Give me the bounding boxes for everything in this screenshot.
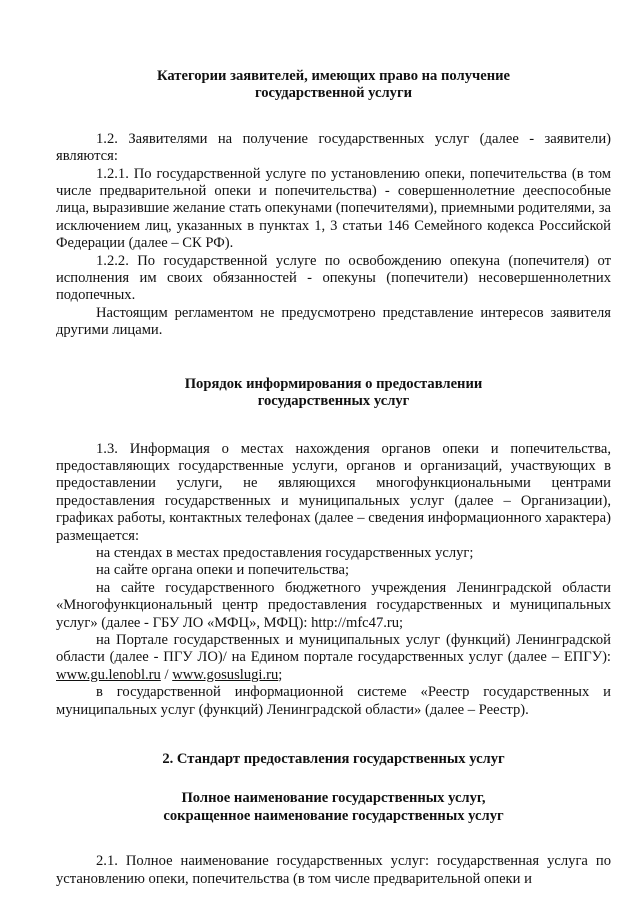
heading-line: государственных услуг <box>257 393 410 410</box>
paragraph-2-1: 2.1. Полное наименование государственных услуг: государственная услуга по установлению опеки, попечительства (в том числе предварительной опеки и <box>56 853 611 887</box>
heading-applicant-categories <box>56 68 611 103</box>
heading-line: Полное наименование государственных услуг, <box>181 790 486 807</box>
link-gosuslugi[interactable]: www.gosuslugi.ru <box>172 666 279 683</box>
list-item-stands: на стендах в местах предоставления государственных услуг; <box>96 544 474 561</box>
paragraph-representation-note: Настоящим регламентом не предусмотрено представление интересов заявителя другими лицами. <box>56 304 611 339</box>
heading-line: сокращенное наименование государственных услуг <box>163 807 504 824</box>
heading-informing-procedure <box>56 376 611 411</box>
portal-text: на Портале государственных и муниципальных услуг (функций) Ленинградской области (далее - ПГУ ЛО)/ на Едином портале государственных услуг (далее – ЕПГУ): <box>56 631 611 666</box>
portal-end: ; <box>278 666 283 683</box>
paragraph-1-2-intro: 1.2. Заявителями на получение государственных услуг (далее - заявители) являются: <box>56 130 611 165</box>
list-item-registry: в государственной информационной системе «Реестр государственных и муниципальных услуг (функций) Ленинградской области» (далее – Реестр). <box>56 684 611 718</box>
portal-separator: / <box>160 666 173 683</box>
heading-line: государственной услуги <box>254 85 413 102</box>
link-gu-lenobl[interactable]: www.gu.lenobl.ru <box>56 666 161 683</box>
list-item-mfc-site: на сайте государственного бюджетного учреждения Ленинградской области «Многофункциональный центр предоставления государственных и муниципальных услуг» (далее - ГБУ ЛО «МФЦ», МФЦ): http://mfc47.ru; <box>56 579 611 631</box>
heading-standard: 2. Стандарт предоставления государственных услуг <box>162 751 505 767</box>
heading-line: Категории заявителей, имеющих право на получение <box>156 68 510 84</box>
paragraph-1-2-2: 1.2.2. По государственной услуге по освобождению опекуна (попечителя) от исполнения им своих обязанностей - опекуны (попечители) несовершеннолетних подопечных. <box>56 252 611 304</box>
heading-line: Порядок информирования о предоставлении <box>184 375 483 392</box>
heading-service-names <box>56 790 611 825</box>
document-page <box>56 68 611 888</box>
paragraph-1-3-intro: 1.3. Информация о местах нахождения органов опеки и попечительства, предоставляющих государственные услуги, органов и организаций, участвующих в предоставлении услуги, не являющихся многофункциональными центрами предоставления государственных и муниципальных услуг (далее – Организации), графиках работы, контактных телефонах (далее – сведения информационного характера) размещается: <box>56 440 611 544</box>
list-item-portals <box>56 632 611 684</box>
list-item-guardianship-site: на сайте органа опеки и попечительства; <box>96 562 350 579</box>
paragraph-1-2-1: 1.2.1. По государственной услуге по установлению опеки, попечительства (в том числе предварительной опеки и попечительства) - совершеннолетние дееспособные лица, выразившие желание стать опекунами (попечителями), приемными родителями, за исключением лиц, указанных в пунктах 1, 3 статьи 146 Семейного кодекса Российской Федерации (далее – СК РФ). <box>56 165 611 252</box>
